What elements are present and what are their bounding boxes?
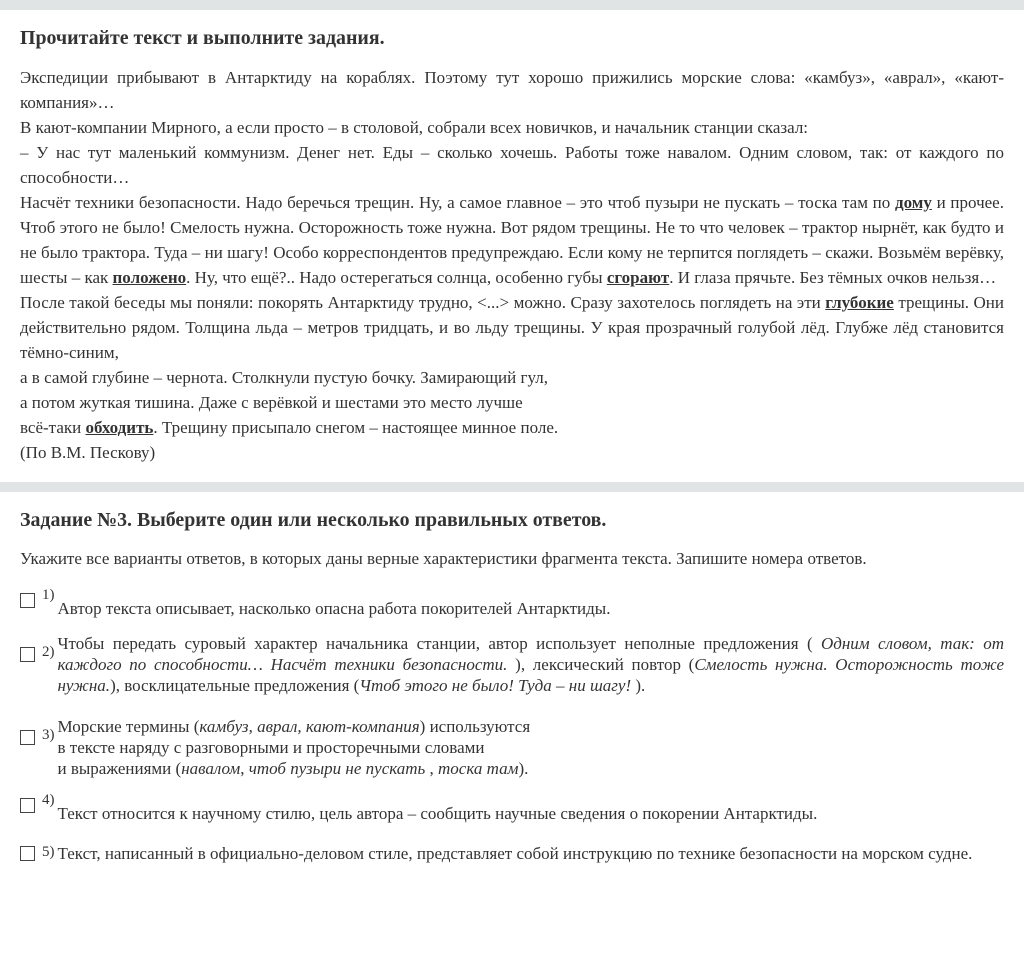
passage-text: . И глаза прячьте. Без тёмных очков нельзя… <box>669 268 997 287</box>
option-text-part: в тексте наряду с разговорными и просторечными словами <box>57 738 485 757</box>
top-separator-bar <box>0 0 1024 10</box>
option-example: Смелость нужна. Осторожность тоже нужна. <box>57 655 1004 695</box>
passage-text: . Трещину присыпало снегом – настоящее минное поле. <box>153 418 559 437</box>
task-instruction: Укажите все варианты ответов, в которых даны верные характеристики фрагмента текста. Запишите номера ответов. <box>20 549 867 568</box>
passage-paragraph <box>20 415 1004 440</box>
answer-options <box>20 586 1004 864</box>
option-text <box>58 633 1005 696</box>
passage-text: и прочее. Чтоб этого не было! Смелость нужна. Осторожность тоже нужна. Вот рядом трещины. Не то что человек – трактор нырнёт, как будто и не было трактора. Туда – ни шагу! Особо корреспондентов предупреждаю. Если кому не терпится поглядеть – скажи. Возьмём верёвку, шесты – как <box>20 193 1004 287</box>
answer-option-1[interactable] <box>20 586 1004 619</box>
answer-checkbox-5[interactable] <box>20 846 35 861</box>
passage-text: . Ну, что ещё?.. Надо остерегаться солнца, особенно губы <box>186 268 607 287</box>
option-text: Автор текста описывает, насколько опасна работа покорителей Антарктиды. <box>57 599 611 618</box>
answer-option-5[interactable] <box>20 843 1004 864</box>
option-text-part: , <box>240 759 249 778</box>
section-separator-bar <box>0 482 1024 492</box>
passage-text: Насчёт техники безопасности. Надо беречься трещин. Ну, а самое главное – это чтоб пузыри не пускать – тоска там по <box>20 193 896 212</box>
option-text-part: ) используются <box>419 717 531 736</box>
passage-paragraph: В кают-компании Мирного, а если просто – в столовой, собрали всех новичков, и начальник станции сказал: <box>20 118 809 137</box>
passage-text: После такой беседы мы поняли: покорять Антарктиду трудно, <...> можно. Сразу захотелось поглядеть на эти <box>20 293 826 312</box>
answer-option-2[interactable] <box>20 633 1004 696</box>
passage-paragraph <box>20 290 1004 365</box>
option-text-part: ). <box>631 676 646 695</box>
passage-source: (По В.М. Пескову) <box>20 443 156 462</box>
option-number: 2) <box>42 644 55 660</box>
answer-option-4[interactable] <box>20 791 1004 824</box>
option-number: 3) <box>42 727 55 743</box>
option-text <box>58 716 1005 779</box>
passage-paragraph: а в самой глубине – чернота. Столкнули пустую бочку. Замирающий гул, <box>20 368 548 387</box>
highlighted-word: дому <box>895 193 932 212</box>
passage-text: трещины. Они действительно рядом. Толщина льда – метров тридцать, и во льду трещины. У края прозрачный голубой лёд. Глубже лёд становится тёмно-синим, <box>20 293 1004 362</box>
option-text-part: и выражениями ( <box>57 759 182 778</box>
reading-passage <box>20 65 1004 465</box>
answer-option-3[interactable] <box>20 716 1004 779</box>
reading-title: Прочитайте текст и выполните задания. <box>20 27 385 49</box>
option-text-part: Морские термины ( <box>57 717 200 736</box>
option-example: чтоб пузыри не пускать <box>248 759 426 778</box>
passage-paragraph: Экспедиции прибывают в Антарктиду на кораблях. Поэтому тут хорошо прижились морские слова: «камбуз», «аврал», «кают-компания»… <box>20 68 1004 112</box>
option-text-part: Чтобы передать суровый характер начальника станции, автор использует неполные предложения ( <box>57 634 821 653</box>
option-example: тоска там <box>438 759 519 778</box>
passage-paragraph <box>20 190 1004 290</box>
passage-text: всё-таки <box>20 418 86 437</box>
option-example: навалом <box>181 759 241 778</box>
option-number: 5) <box>42 844 55 860</box>
answer-checkbox-3[interactable] <box>20 730 35 745</box>
answer-checkbox-4[interactable] <box>20 798 35 813</box>
option-text: Текст относится к научному стилю, цель автора – сообщить научные сведения о покорении Антарктиды. <box>57 804 818 823</box>
option-number: 1) <box>42 587 55 603</box>
option-number: 4) <box>42 792 55 808</box>
option-example: Одним словом, так: от каждого по способности… Насчёт техники безопасности. <box>57 634 1004 674</box>
reading-section <box>0 10 1024 465</box>
answer-checkbox-1[interactable] <box>20 593 35 608</box>
highlighted-word: положено <box>112 268 187 287</box>
passage-paragraph: а потом жуткая тишина. Даже с верёвкой и шестами это место лучше <box>20 393 523 412</box>
option-example: Чтоб этого не было! Туда – ни шагу! <box>359 676 632 695</box>
option-text-part: , <box>425 759 439 778</box>
passage-paragraph: – У нас тут маленький коммунизм. Денег нет. Еды – сколько хочешь. Работы тоже навалом. Одним словом, так: от каждого по способности… <box>20 143 1004 187</box>
answer-checkbox-2[interactable] <box>20 647 35 662</box>
option-text-part: ). <box>518 759 529 778</box>
highlighted-word: обходить <box>85 418 154 437</box>
highlighted-word: глубокие <box>825 293 894 312</box>
task-section <box>0 492 1024 864</box>
highlighted-word: сгорают <box>606 268 670 287</box>
option-text-part: ), лексический повтор ( <box>507 655 695 674</box>
task-title: Задание №3. Выберите один или несколько правильных ответов. <box>20 509 607 531</box>
option-text: Текст, написанный в официально-деловом стиле, представляет собой инструкцию по технике безопасности на морском судне. <box>57 844 973 863</box>
option-text-part: ), восклицательные предложения ( <box>110 676 360 695</box>
option-example: камбуз, аврал, кают-компания <box>199 717 420 736</box>
